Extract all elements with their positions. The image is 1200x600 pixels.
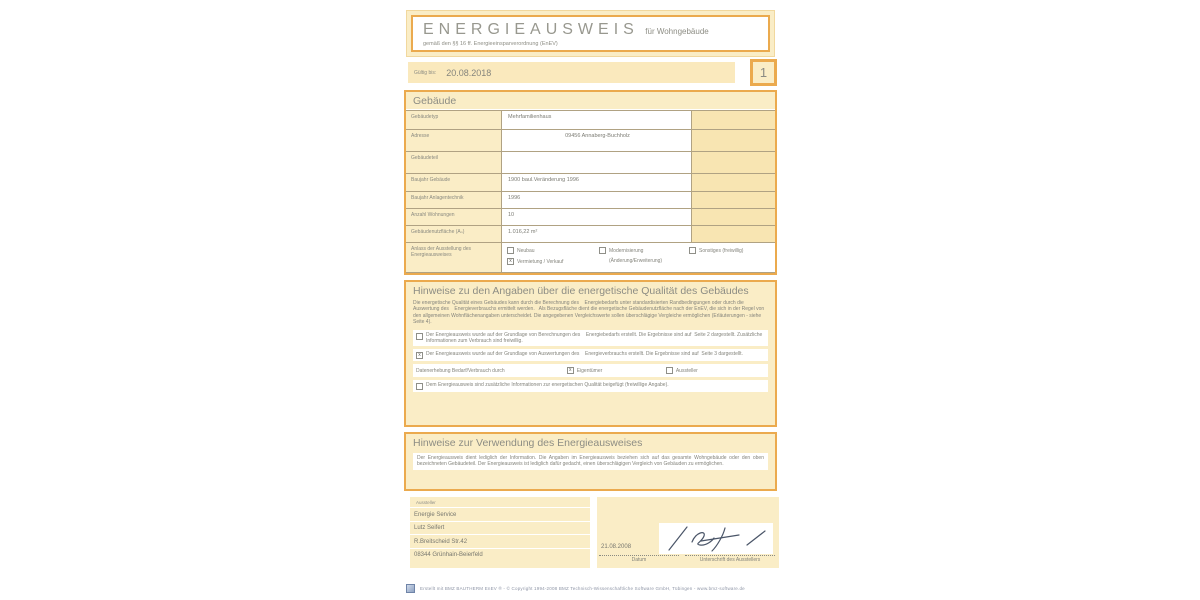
option-label: Eigentümer (576, 367, 603, 374)
data-collection-row (413, 364, 768, 377)
footer-text: Erstellt mit BMZ BAUTHERM EnEV ® - © Copyright 1994-2008 BMZ Technisch-Wissenschaftliche Software GmbH, Tübingen - www.bmz-software.de (420, 586, 745, 591)
section-quality-title: Hinweise zu den Angaben über die energetische Qualität des Gebäudes (413, 285, 749, 297)
row-spacer (691, 174, 775, 191)
row-label: Gebäudetyp (411, 114, 439, 120)
table-row-baujahr-gebaeude (406, 173, 775, 191)
section-usage-hints (404, 432, 777, 491)
issuer-block (410, 497, 590, 568)
row-label: Gebäudenutzfläche (Aₙ) (411, 229, 465, 235)
checkbox-neubau (507, 247, 514, 254)
row-label: Baujahr Anlagentechnik (411, 195, 464, 201)
row-label: Anzahl Wohnungen (411, 212, 455, 218)
usage-paragraph: Der Energieausweis dient lediglich der Information. Die Angaben im Energieausweis beziehen sich auf das gesamte Wohngebäude oder den oben bezeichneten Gebäudeteil. Der Energieausweis ist lediglich dafür gedacht, einen überschlägigen Vergleich von Gebäuden zu ermöglichen. (417, 455, 764, 468)
occasion-options (501, 243, 775, 272)
row-spacer (691, 192, 775, 208)
table-row-gebaeudeteil (406, 151, 775, 173)
issuer-line-city: 08344 Grünhain-Beierfeld (410, 548, 590, 562)
signature-box (659, 523, 773, 554)
software-logo-icon (406, 584, 415, 593)
row-value: 10 (501, 209, 691, 225)
data-collection-label: Datenerhebung Bedarf/Verbrauch durch (416, 367, 505, 374)
option-modernisierung (599, 247, 689, 254)
occasion-row (406, 242, 775, 273)
option-label: Modernisierung (609, 247, 644, 254)
checkbox-aussteller (666, 367, 673, 374)
row-value: 1996 (501, 192, 691, 208)
option-verbrauch-text: Der Energieausweis wurde auf der Grundlage von Auswertungen des Energieverbrauchs erstellt. Die Ergebnisse sind auf Seite 3 dargestellt. (426, 351, 743, 358)
option-sonstiges (689, 247, 773, 254)
certificate-header-inner (411, 15, 770, 52)
date-value: 21.08.2008 (601, 544, 632, 550)
quality-intro-paragraph: Die energetische Qualität eines Gebäudes kann durch die Berechnung des Energiebedarfs unter standardisierten Randbedingungen oder durch die Auswertung des Energieverbrauchs ermittelt werden. Als Bezugsfläche dient die energetische Gebäudenutzfläche nach der EnEV, die sich in der Regel von den allgemeinen Wohnflächenangaben unterscheidet. Die angegebenen Vergleichswerte sollen überschlägige Vergleiche ermöglichen (Erläuterungen - siehe Seite 4). (413, 300, 766, 326)
option-additional-info (413, 380, 768, 392)
section-gebaeude (404, 90, 777, 275)
row-spacer (691, 130, 775, 151)
row-spacer (691, 209, 775, 225)
row-spacer (691, 226, 775, 242)
option-additional-text: Dem Energieausweis sind zusätzliche Informationen zur energetischen Qualität beigefügt (freiwillige Angabe). (426, 382, 669, 389)
row-label: Adresse (411, 133, 430, 139)
table-row-gebaeudenutzflaeche (406, 225, 775, 242)
issuer-label: Aussteller (416, 500, 436, 505)
option-bedarf-text: Der Energieausweis wurde auf der Grundlage von Berechnungen des Energiebedarfs erstellt. Die Ergebnisse sind auf Seite 2 dargestellt. Zusätzliche Informationen zum Verbrauch sind freiwillig. (426, 331, 764, 344)
checkbox-bedarf (416, 333, 423, 340)
option-label: Vermietung / Verkauf (517, 258, 564, 265)
section-usage-title: Hinweise zur Verwendung des Energieausweises (413, 437, 643, 449)
row-spacer (691, 152, 775, 173)
option-label: Sonstiges (freiwillig) (699, 247, 744, 254)
footer-note (406, 584, 745, 593)
row-value: Mehrfamilienhaus (501, 111, 691, 129)
checkbox-additional-info (416, 383, 423, 390)
row-spacer (691, 111, 775, 129)
option-verbrauch (413, 349, 768, 361)
row-value: 1.016,22 m² (501, 226, 691, 242)
certificate-subtitle: gemäß den §§ 16 ff. Energieeinsparverordnung (EnEV) (423, 41, 558, 47)
option-label: Neubau (517, 247, 535, 254)
table-row-baujahr-anlagentechnik (406, 191, 775, 208)
signature-label: Unterschrift des Ausstellers (685, 555, 775, 563)
data-collection-aussteller (666, 367, 765, 374)
option-vermietung-verkauf (507, 258, 599, 265)
usage-paragraph-band (413, 453, 768, 470)
option-bedarf (413, 330, 768, 346)
certificate-title-suffix: für Wohngebäude (645, 27, 709, 36)
checkbox-sonstiges (689, 247, 696, 254)
date-label: Datum (599, 555, 679, 563)
valid-until-value: 20.08.2018 (446, 67, 492, 78)
issuer-line-street: R.Breitscheid Str.42 (410, 534, 590, 548)
option-modernisierung-sublabel: (Änderung/Erweiterung) (609, 258, 663, 264)
page-number: 1 (759, 65, 768, 80)
table-row-adresse (406, 129, 775, 151)
row-label: Baujahr Gebäude (411, 177, 451, 183)
issuer-line-name: Lutz Seifert (410, 521, 590, 535)
option-label: Aussteller (675, 367, 698, 374)
row-value: 1900 baul.Veränderung 1996 (501, 174, 691, 191)
table-row-anzahl-wohnungen (406, 208, 775, 225)
section-quality-hints (404, 280, 777, 427)
table-row-gebaeudetyp (406, 110, 775, 129)
option-neubau (507, 247, 599, 254)
checkbox-modernisierung (599, 247, 606, 254)
signature-block (597, 497, 779, 568)
row-value (501, 152, 691, 173)
valid-until-label: Gültig bis: (414, 69, 437, 76)
certificate-title: ENERGIEAUSWEIS (423, 21, 639, 38)
energy-certificate-document (404, 0, 780, 600)
checkbox-verbrauch: x (416, 352, 423, 359)
checkbox-vermietung-verkauf: x (507, 258, 514, 265)
valid-until-strip (408, 62, 735, 83)
row-label: Gebäudeteil (411, 155, 438, 161)
issuer-line-company: Energie Service (410, 507, 590, 521)
certificate-header (406, 10, 775, 57)
checkbox-eigentuemer: x (567, 367, 574, 374)
section-gebaeude-title: Gebäude (406, 92, 775, 110)
page-number-box (750, 59, 777, 86)
signature-scribble (659, 523, 773, 554)
row-value: 09456 Annaberg-Buchholz (501, 130, 691, 151)
occasion-label: Anlass der Ausstellung des Energieausweises (411, 246, 472, 258)
data-collection-eigentuemer (567, 367, 666, 374)
